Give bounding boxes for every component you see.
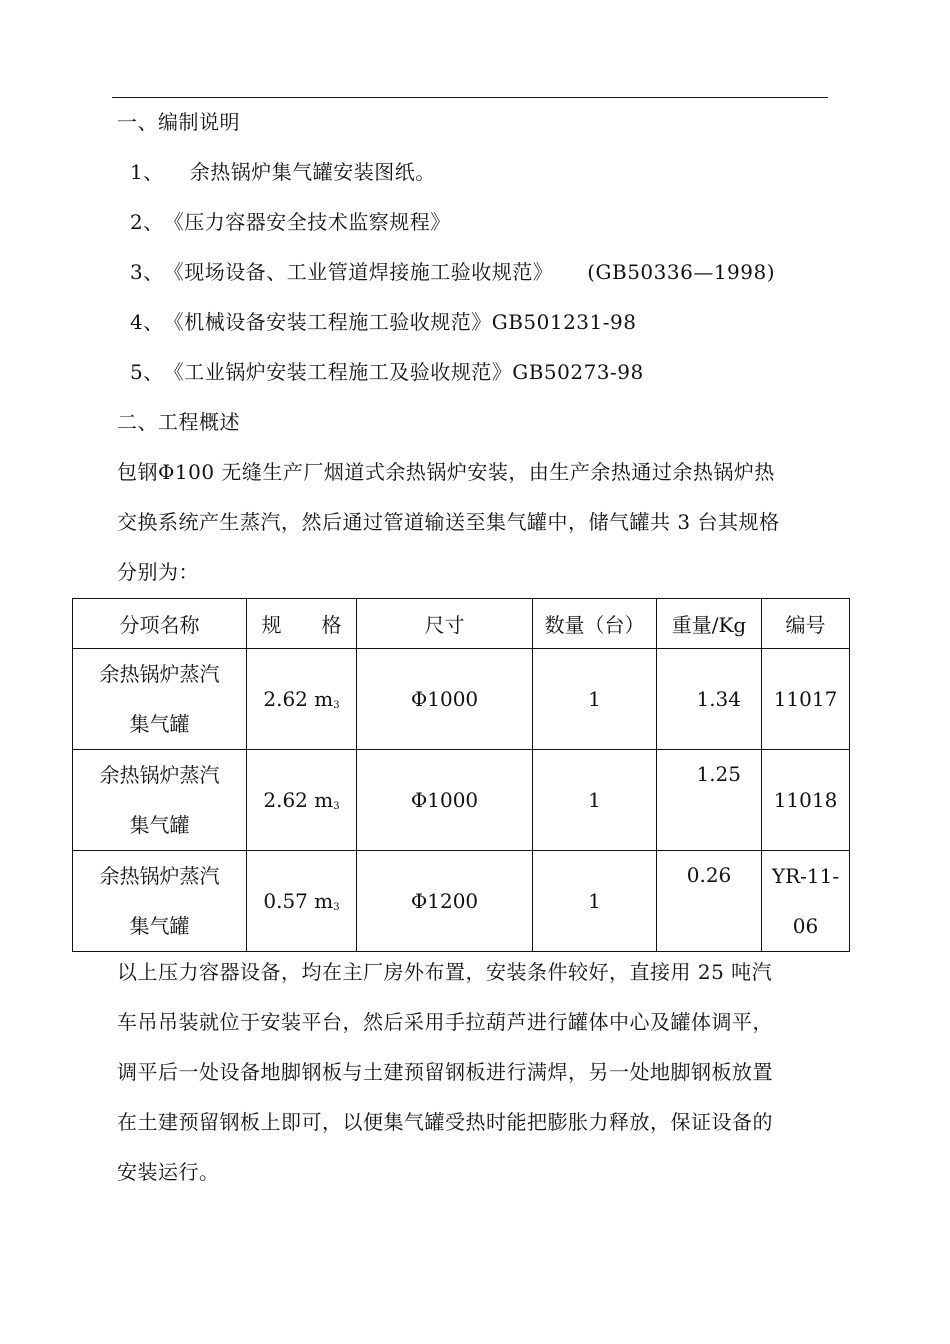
ref-item-1 (130, 160, 436, 184)
size-cell: Φ1200 (357, 851, 533, 952)
column-header: 编号 (762, 599, 850, 649)
spec-cell (247, 750, 357, 851)
section2-title: 二、工程概述 (117, 410, 240, 434)
name-line: 集气罐 (129, 914, 190, 938)
code-line: 06 (792, 914, 819, 938)
weight-value: 1.25 (696, 762, 741, 786)
weight-cell (657, 750, 762, 851)
ref-item-3 (130, 260, 775, 284)
intro-line: 分别为： (117, 560, 199, 584)
ref-item-text: 《工业锅炉安装工程施工及验收规范》GB50273-98 (163, 360, 644, 384)
spec-superscript: 3 (333, 700, 340, 711)
ref-item-num: 1、 (130, 160, 164, 184)
spec-value: 2.62 m (263, 687, 334, 711)
column-header: 规 格 (247, 599, 357, 649)
spec-superscript: 3 (333, 801, 340, 812)
spec-cell (247, 851, 357, 952)
name-cell (73, 851, 247, 952)
ref-item-num: 3、 (130, 260, 164, 284)
closing-line: 车吊吊装就位于安装平台，然后采用手拉葫芦进行罐体中心及罐体调平， (117, 1010, 773, 1034)
header-rule (112, 97, 828, 98)
size-cell: Φ1000 (357, 649, 533, 750)
spec-superscript: 3 (333, 902, 340, 913)
code-cell (762, 851, 850, 952)
ref-item-num: 2、 (130, 210, 164, 234)
size-cell: Φ1000 (357, 750, 533, 851)
ref-item-num: 5、 (130, 360, 164, 384)
code-line: YR-11- (771, 864, 840, 888)
column-header: 数量（台） (533, 599, 657, 649)
weight-cell (657, 851, 762, 952)
weight-value: 1.34 (696, 687, 741, 711)
ref-item-num: 4、 (130, 310, 164, 334)
column-header: 尺寸 (357, 599, 533, 649)
closing-line: 在土建预留钢板上即可，以便集气罐受热时能把膨胀力释放，保证设备的 (117, 1110, 773, 1134)
intro-line: 包钢Φ100 无缝生产厂烟道式余热锅炉安装，由生产余热通过余热锅炉热 (117, 460, 775, 484)
name-line: 集气罐 (129, 712, 190, 736)
table-row (73, 851, 850, 952)
ref-item-text: 《现场设备、工业管道焊接施工验收规范》 (163, 260, 554, 284)
name-line: 余热锅炉蒸汽 (99, 864, 220, 888)
table-row (73, 750, 850, 851)
ref-item-text: 余热锅炉集气罐安装图纸。 (189, 160, 436, 184)
ref-item-2 (130, 210, 451, 234)
table-header-row (73, 599, 850, 649)
name-line: 集气罐 (129, 813, 190, 837)
section1-title: 一、编制说明 (117, 110, 240, 134)
spec-cell (247, 649, 357, 750)
code-cell: 11017 (762, 649, 850, 750)
qty-cell: 1 (533, 750, 657, 851)
ref-item-4 (130, 310, 636, 334)
qty-cell: 1 (533, 851, 657, 952)
ref-item-5 (130, 360, 644, 384)
intro-line: 交换系统产生蒸汽，然后通过管道输送至集气罐中，储气罐共 3 台其规格 (117, 510, 780, 534)
closing-line: 安装运行。 (117, 1160, 220, 1184)
spec-value: 2.62 m (263, 788, 334, 812)
name-cell (73, 750, 247, 851)
ref-item-text: 《压力容器安全技术监察规程》 (163, 210, 451, 234)
table-row (73, 649, 850, 750)
column-header: 分项名称 (73, 599, 247, 649)
name-cell (73, 649, 247, 750)
spec-value: 0.57 m (263, 889, 334, 913)
qty-cell: 1 (533, 649, 657, 750)
ref-item-code: (GB50336—1998) (587, 260, 776, 284)
weight-value: 0.26 (686, 863, 732, 887)
name-line: 余热锅炉蒸汽 (99, 662, 220, 686)
weight-cell (657, 649, 762, 750)
column-header: 重量/Kg (657, 599, 762, 649)
closing-line: 以上压力容器设备，均在主厂房外布置，安装条件较好，直接用 25 吨汽 (117, 960, 773, 984)
ref-item-text: 《机械设备安装工程施工验收规范》GB501231-98 (163, 310, 637, 334)
closing-line: 调平后一处设备地脚钢板与土建预留钢板进行满焊，另一处地脚钢板放置 (117, 1060, 773, 1084)
code-cell: 11018 (762, 750, 850, 851)
vessel-spec-table (72, 598, 850, 952)
name-line: 余热锅炉蒸汽 (99, 763, 220, 787)
